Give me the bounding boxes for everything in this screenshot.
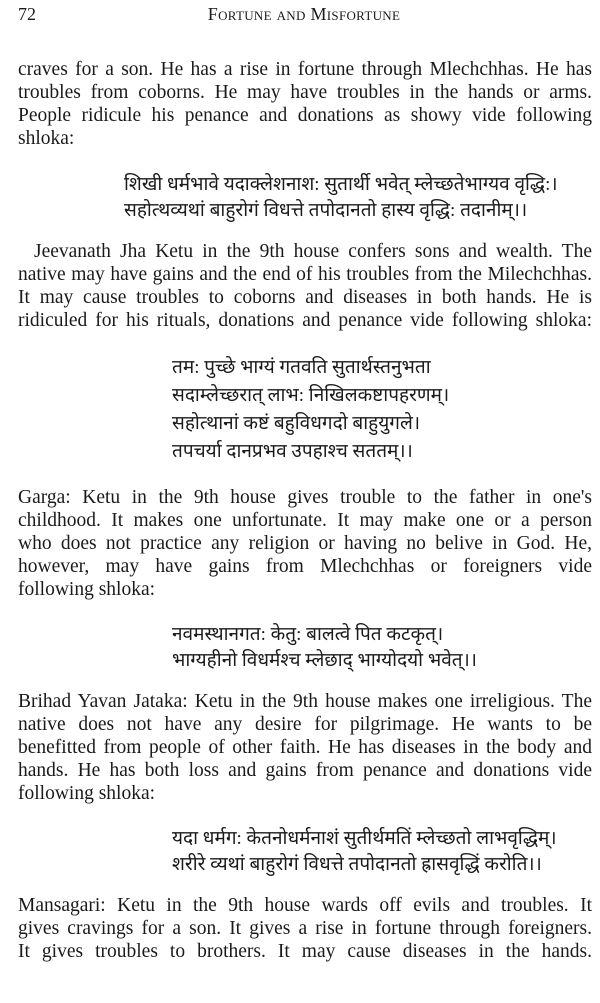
text-line: Brihad Yavan Jataka: Ketu in the 9th house makes one irreligious. The — [18, 691, 592, 712]
text-line: hands. He has both loss and gains from penance and donations vide — [18, 760, 592, 781]
shloka-line: तपचर्या दानप्रभव उपहाश्च सततम्।। — [172, 441, 413, 462]
text-line: Garga: Ketu in the 9th house gives trouble to the father in one's — [18, 487, 592, 508]
shloka-line: सहोत्थव्यथां बाहुरोगं विधत्ते तपोदानतो हास्य वृद्धि: तदानीम्।। — [124, 200, 528, 221]
shloka — [172, 354, 449, 466]
page-header — [18, 4, 590, 28]
shloka-line: यदा धर्मग: केतनोधर्मनाशं सुतीर्थमतिं म्लेच्छतो लाभवृद्धिम्। — [172, 828, 557, 849]
shloka-line: नवमस्थानगत: केतु: बालत्वे पित कटकृत्। — [172, 624, 444, 645]
shloka-line: शिखी धर्मभावे यदाक्लेशनाश: सुतार्थी भवेत् म्लेच्छतेभाग्यव वृद्धि:। — [124, 174, 558, 195]
shloka-line: सहोत्थानां कष्टं बहुविधगदो बाहुयुगले। — [172, 413, 421, 434]
text-line: It gives troubles to brothers. It may cause diseases in the hands. — [18, 941, 592, 962]
text-line: native does not have any desire for pilgrimage. He wants to be — [18, 714, 592, 735]
text-line: shloka: — [18, 128, 75, 149]
text-line: It may cause troubles to coborns and diseases in both hands. He is — [18, 287, 592, 308]
text-line: People ridicule his penance and donations as showy vide following — [18, 105, 592, 126]
text-line: troubles from coborns. He may have troubles in the hands or arms. — [18, 82, 592, 103]
text-line: however, may have gains from Mlechchhas or foreigners vide — [18, 556, 592, 577]
text-line: Jeevanath Jha Ketu in the 9th house confers sons and wealth. The — [34, 241, 592, 262]
paragraph — [18, 486, 592, 601]
shloka-line: तम: पुच्छे भाग्यं गतवति सुतार्थस्तनुभता — [172, 357, 431, 378]
text-line: ridiculed for his rituals, donations and penance vide following shloka: — [18, 310, 592, 331]
text-line: following shloka: — [18, 579, 156, 600]
paragraph — [18, 690, 592, 805]
paragraph — [18, 58, 592, 150]
text-line: who does not practice any religion or having no belive in God. He, — [18, 533, 592, 554]
text-line: Mansagari: Ketu in the 9th house wards off evils and troubles. It — [18, 895, 592, 916]
text-line: childhood. It makes one unfortunate. It may make one or a person — [18, 510, 592, 531]
shloka — [124, 172, 558, 224]
shloka — [172, 622, 477, 674]
shloka-line: सदाम्लेच्छरात् लाभ: निखिलकष्टापहरणम्। — [172, 385, 450, 406]
text-line: native may have gains and the end of his troubles from the Milechchhas. — [18, 264, 592, 285]
text-line: gives cravings for a son. It gives a rise in fortune through foreigners. — [18, 918, 592, 939]
text-line: craves for a son. He has a rise in fortune through Mlechchhas. He has — [18, 59, 592, 80]
running-title: Fortune and Misfortune — [207, 4, 401, 24]
text-line: following shloka: — [18, 783, 156, 804]
paragraph — [18, 240, 592, 332]
page-number: 72 — [18, 4, 36, 24]
shloka-line: शरीरे व्यथां बाहुरोगं विधत्ते तपोदानतो ह्रासवृद्धिं करोति।। — [172, 854, 542, 875]
text-line: benefitted from people of other faith. He has diseases in the body and — [18, 737, 592, 758]
shloka — [172, 826, 557, 878]
paragraph — [18, 894, 592, 963]
shloka-line: भाग्यहीनो विधर्मश्च म्लेछाद् भाग्योदयो भवेत्।। — [172, 650, 478, 671]
